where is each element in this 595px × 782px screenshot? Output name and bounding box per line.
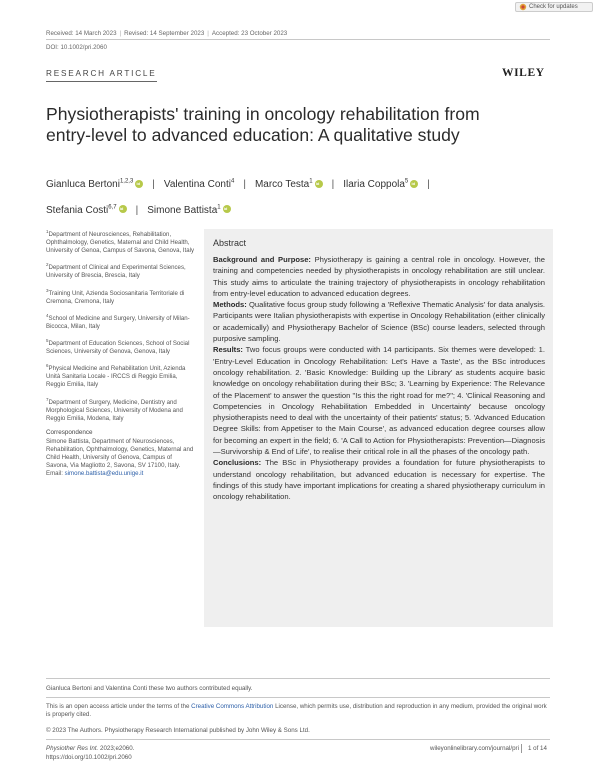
affiliation: $^5$Department of Education Sciences, School of Social Sciences, University of Genova, Genova, Italy: [46, 337, 190, 356]
page-doi-link[interactable]: https://doi.org/10.1002/pri.2060: [46, 754, 132, 761]
author: Stefania Costi$^{6,7}$id: [46, 205, 127, 216]
license-note: This is an open access article under the terms of the Creative Commons Attribution License, which permits use, distribution and reproduction in any medium, provided the original work is properly cited.: [46, 703, 547, 719]
affiliation: $^2$Department of Clinical and Experimental Sciences, University of Brescia, Brescia, Italy: [46, 262, 186, 280]
orcid-icon[interactable]: [410, 180, 418, 188]
footer-divider: [46, 697, 550, 698]
header-divider: [46, 39, 550, 40]
orcid-icon[interactable]: [223, 205, 231, 213]
journal-url-link[interactable]: wileyonlinelibrary.com/journal/pri: [430, 745, 519, 752]
footer-divider: [46, 739, 550, 740]
abstract-methods: Methods: Qualitative focus group study following a 'Reflexive Thematic Analysis' for data analysis. Participants were Italian physiotherapists with expertise in Oncology Rehabilitation (either clinically or academically) and Physiotherapy Bachelor of Science (BSc) course leaders, selected through purposive sampling.: [213, 300, 545, 344]
author: Gianluca Bertoni$^{1,2,3}$id: [46, 179, 143, 190]
abstract-body: [213, 254, 545, 503]
page-number: 1 of 14: [528, 745, 547, 752]
author: Marco Testa$^1$id: [255, 179, 323, 190]
article-doi: DOI: 10.1002/pri.2060: [46, 44, 107, 51]
orcid-icon[interactable]: [119, 205, 127, 213]
footer-divider: [46, 678, 550, 679]
copyright-note: © 2023 The Authors. Physiotherapy Research International published by John Wiley & Sons Ltd.: [46, 727, 310, 734]
revised-date: Revised: 14 September 2023: [124, 30, 205, 37]
creative-commons-link[interactable]: Creative Commons Attribution: [191, 703, 274, 710]
accepted-date: Accepted: 23 October 2023: [211, 30, 288, 37]
author-line-1: Gianluca Bertoni$^{1,2,3}$id | Valentina Conti$^4$ | Marco Testa$^1$id | Ilaria Coppola$^5$id |: [46, 171, 556, 196]
abstract-background: Background and Purpose: Physiotherapy is gaining a central role in oncology. However, the training and competencies needed by physiotherapists in oncology rehabilitation are still unclear. This study aims to articulate the training trajectory of physiotherapists in oncology rehabilitation from entry-level education to advanced education degrees.: [213, 255, 546, 298]
contribution-note: Gianluca Bertoni and Valentina Conti these two authors contributed equally.: [46, 685, 253, 692]
author-list: [46, 171, 556, 222]
affiliation: $^3$Training Unit, Azienda Sociosanitaria Territoriale di Cremona, Cremona, Italy: [46, 287, 185, 305]
correspondence-heading: Correspondence: [46, 428, 93, 436]
correspondence-email-link[interactable]: simone.battista@edu.unige.it: [64, 470, 144, 478]
abstract-conclusions: Conclusions: The BSc in Physiotherapy provides a foundation for future physiotherapists to understand oncology rehabilitation, but advanced education is necessary for expertise. The findings of this study have important implications for creating a shared physiotherapy curriculum in oncology rehabilitation.: [213, 458, 545, 502]
page-separator: [521, 744, 522, 753]
title-line-2: entry-level to advanced education: A qualitative study: [46, 125, 460, 146]
orcid-icon[interactable]: [135, 180, 143, 188]
article-dates: Received: 14 March 2023 | Revised: 14 September 2023 | Accepted: 23 October 2023: [46, 30, 288, 37]
author: Simone Battista$^1$id: [147, 205, 230, 216]
article-type: RESEARCH ARTICLE: [46, 69, 157, 78]
title-line-1: Physiotherapists' training in oncology rehabilitation from: [46, 104, 480, 124]
journal-reference: Physiother Res Int. 2023;e2060.: [46, 745, 135, 752]
author: Ilaria Coppola$^5$id: [343, 179, 418, 190]
article-type-underline: [46, 81, 157, 82]
check-for-updates-label: Check for updates: [529, 4, 578, 10]
received-date: Received: 14 March 2023: [46, 30, 117, 37]
affiliation: $^4$School of Medicine and Surgery, University of Milan-Bicocca, Milan, Italy: [46, 312, 190, 330]
refresh-icon: [519, 3, 527, 11]
affiliation: $^6$Physical Medicine and Rehabilitation Unit, Azienda Unità Sanitaria Locale - IRCCS di Reggio Emilia, Reggio Emilia, Italy: [46, 363, 186, 389]
publisher-logo: WILEY: [502, 67, 545, 79]
author-line-2: Stefania Costi$^{6,7}$id | Simone Battista$^1$id: [46, 196, 556, 221]
affiliation: $^1$Department of Neurosciences, Rehabilitation, Ophthalmology, Genetics, Maternal and Child Health, University of Genoa, Campus of Savona, Genova, Italy: [46, 229, 195, 255]
correspondence-body: Simone Battista, Department of Neurosciences, Rehabilitation, Ophthalmology, Genetics, Maternal and Child Health, University of Genova, Campus of Savona, Via Magliotto 2, Savona, SV 17100, Italy. Email: simone.battista@edu.unige.it: [46, 437, 194, 478]
orcid-icon[interactable]: [315, 180, 323, 188]
abstract-heading: Abstract: [213, 238, 247, 248]
article-title: [46, 104, 556, 147]
abstract-results: Results: Two focus groups were conducted with 14 participants. Six themes were developed: 1. 'Entry-Level Education in Oncology Rehabilitation: Let's Have a Taste', as the BSc introduces oncology rehabilitation. 2. 'Basic Knowledge: Building up the Library' as students acquire basic knowledge on oncology rehabilitation during their BSc; 3. 'Learning by Experience: The Relevance of the Placement' to answer the question "Is this the right road for me?"; 4. 'Clinical Reasoning and Competencies in Oncology Rehabilitation Embedded in Uncertainty' because oncology physiotherapists need to deal with the uncertainty of their patients' status; 5. 'Advanced Education Degree Skills: from Appetiser to the Main Course', as advanced education degree courses allow for becoming an expert in the field; 6. 'A Call to Action for Physiotherapists: Prevention—Diagnosis—Survivorship & End of Life', to realise their critical role in all the phases of the oncology path.: [213, 345, 545, 457]
author: Valentina Conti$^4$: [163, 179, 235, 191]
check-for-updates-button[interactable]: [515, 2, 593, 12]
affiliations-column: [46, 228, 196, 478]
affiliation: $^7$Department of Surgery, Medicine, Dentistry and Morphological Sciences, University of Modena and Reggio Emilia, Modena, Italy: [46, 396, 183, 422]
